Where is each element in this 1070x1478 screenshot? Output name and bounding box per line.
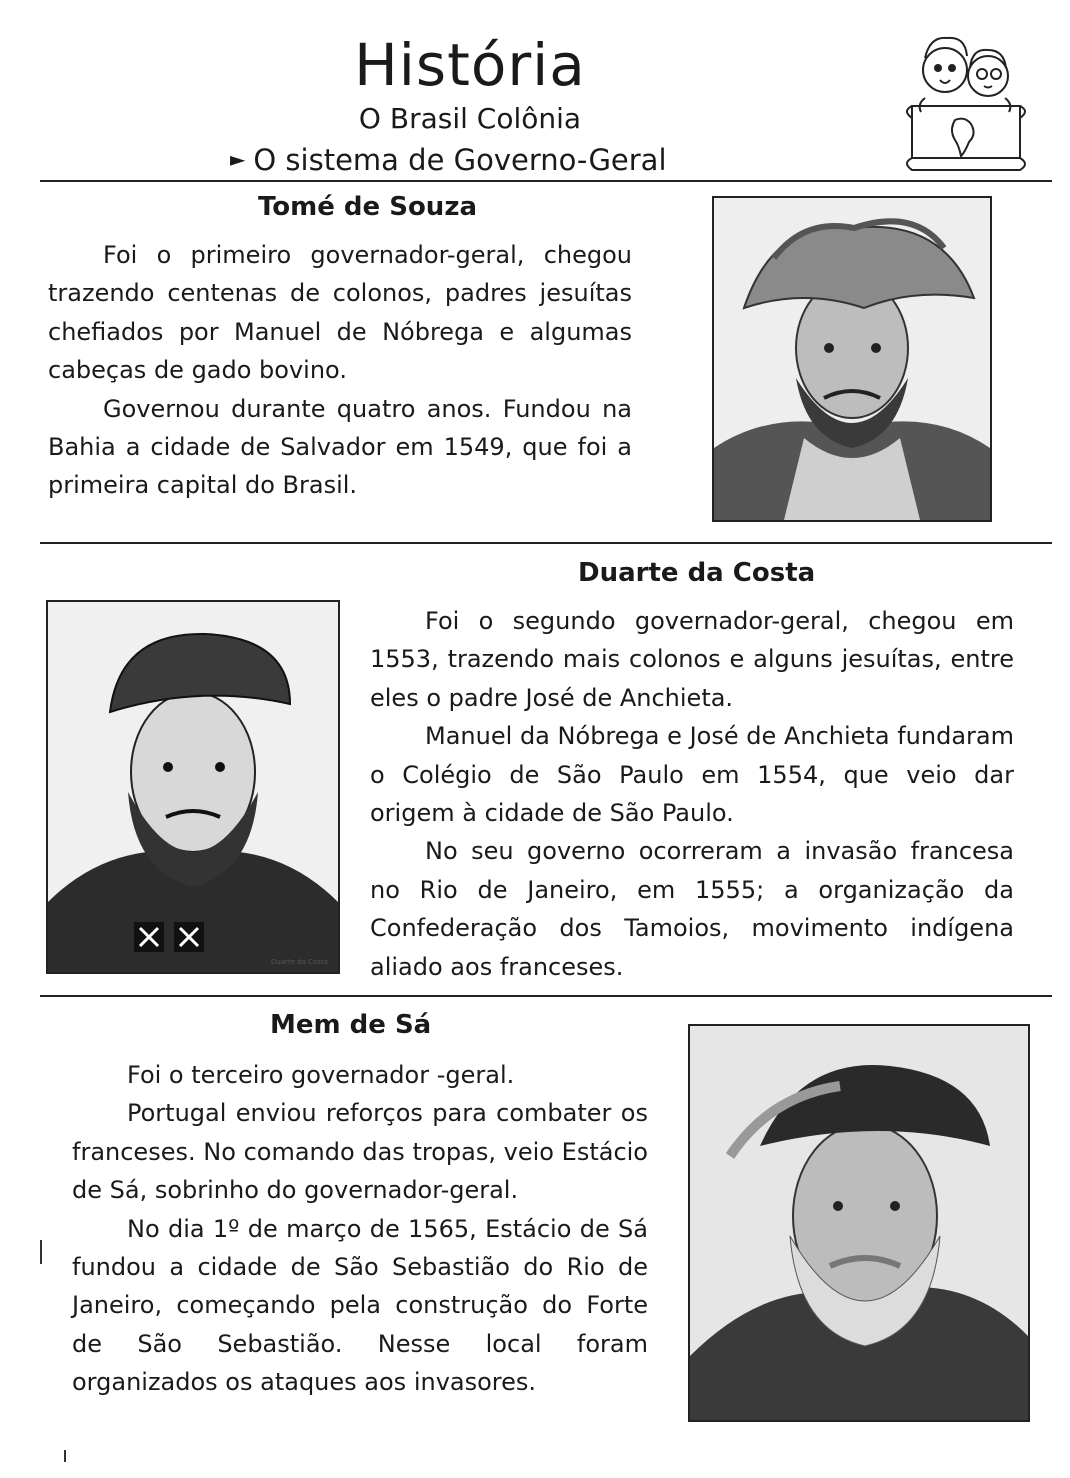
portrait-duarte-da-costa (46, 600, 340, 974)
paragraph: Foi o segundo governador-geral, chegou em 1553, trazendo mais colonos e alguns jesuítas, entre eles o padre José de Anchieta. (370, 607, 1014, 712)
paragraph: Manuel da Nóbrega e José de Anchieta fundaram o Colégio de São Paulo em 1554, que veio dar origem à cidade de São Paulo. (370, 722, 1014, 828)
section-heading-duarte-da-costa: Duarte da Costa (578, 558, 816, 588)
scan-mark (64, 1450, 66, 1462)
section-heading-mem-de-sa: Mem de Sá (270, 1010, 432, 1040)
page-subtitle: O Brasil Colônia (358, 102, 582, 135)
page-title: História (354, 31, 586, 99)
kids-map-illustration (900, 28, 1030, 178)
bearded-man-cap-icon (48, 602, 338, 972)
section-body-duarte-da-costa (370, 602, 1014, 986)
portrait-caption: Duarte da Costa (270, 958, 328, 966)
divider-3 (40, 995, 1052, 997)
paragraph: Portugal enviou reforços para combater os franceses. No comando das tropas, veio Estácio de Sá, sobrinho do governador-geral. (72, 1099, 648, 1205)
feathered-hat-man-icon (714, 198, 990, 520)
divider-1 (40, 180, 1052, 182)
paragraph: Foi o terceiro governador -geral. (127, 1061, 515, 1089)
scan-mark (40, 1240, 42, 1264)
portrait-tome-de-souza (712, 196, 992, 522)
paragraph: Governou durante quatro anos. Fundou na Bahia a cidade de Salvador em 1549, que foi a primeira capital do Brasil. (48, 394, 632, 500)
paragraph: No dia 1º de março de 1565, Estácio de Sá fundou a cidade de São Sebastião do Rio de Janeiro, começando pela construção do Forte de São Sebastião. Nesse local foram organizados os ataques aos invasores. (72, 1214, 648, 1397)
topic-text: O sistema de Governo-Geral (253, 143, 667, 177)
paragraph: Foi o primeiro governador-geral, chegou trazendo centenas de colonos, padres jesuítas chefiados por Manuel de Nóbrega e algumas cabeças de gado bovino. (48, 241, 632, 385)
section-heading-tome-de-souza: Tomé de Souza (258, 192, 477, 222)
old-man-feathered-cap-icon (690, 1026, 1028, 1420)
divider-2 (40, 542, 1052, 544)
triangle-bullet-icon: ► (230, 147, 246, 171)
portrait-mem-de-sa (688, 1024, 1030, 1422)
topic-line (230, 140, 667, 179)
paragraph: No seu governo ocorreram a invasão francesa no Rio de Janeiro, em 1555; a organização da Confederação dos Tamoios, movimento indígena aliado aos franceses. (370, 837, 1014, 981)
section-body-mem-de-sa (72, 1056, 648, 1402)
section-body-tome-de-souza (48, 236, 632, 505)
